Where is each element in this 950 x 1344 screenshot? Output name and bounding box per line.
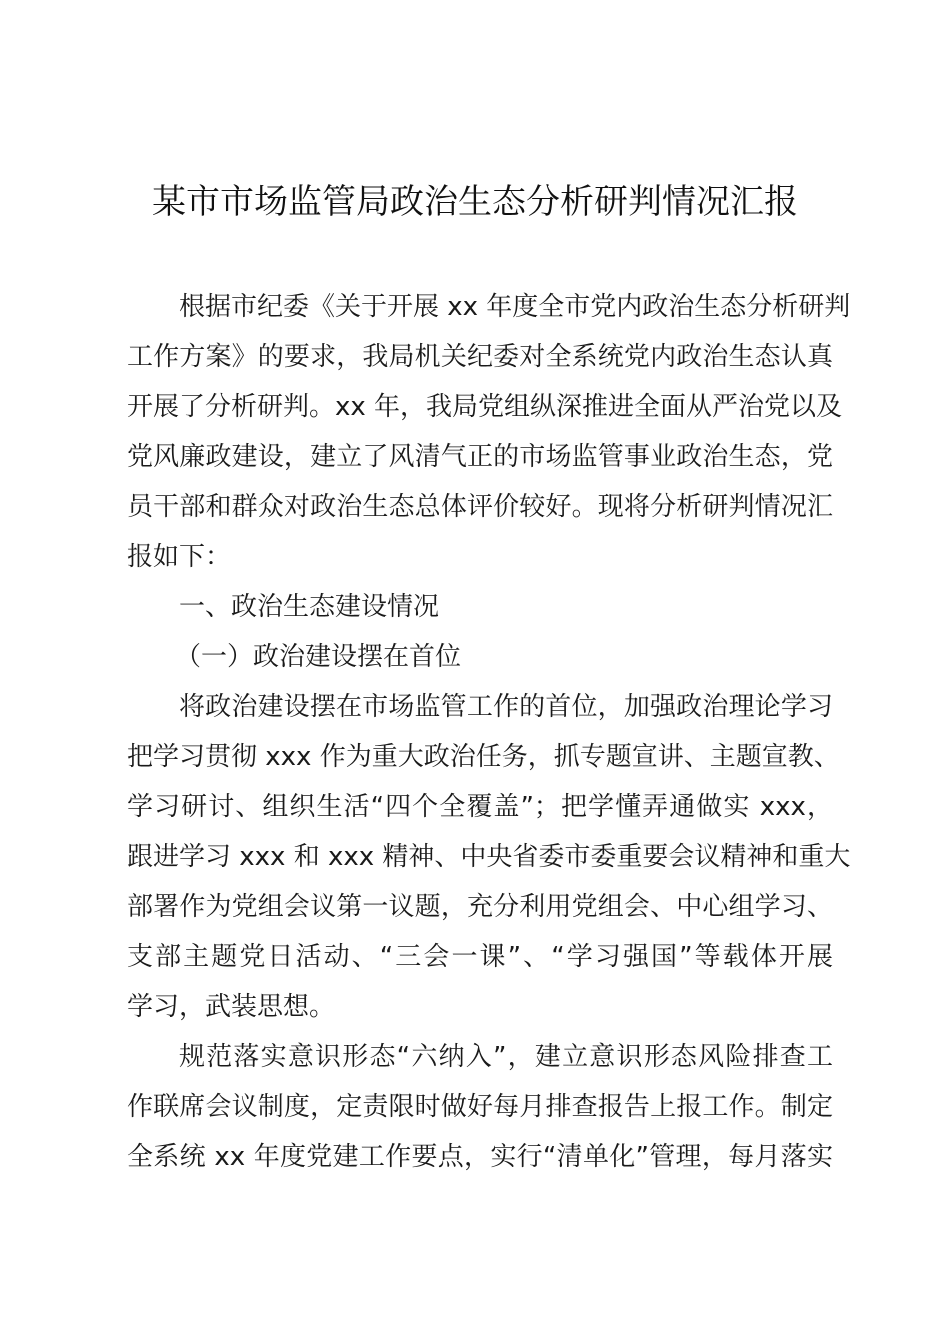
section-heading: 一、政治生态建设情况: [179, 592, 440, 622]
document-title: 某市市场监管局政治生态分析研判情况汇报: [152, 182, 798, 222]
paragraph-line: 工作方案》的要求，我局机关纪委对全系统党内政治生态认真: [127, 342, 833, 372]
paragraph-line: 将政治建设摆在市场监管工作的首位，加强政治理论学习: [179, 692, 833, 722]
paragraph-line: 根据市纪委《关于开展 xx 年度全市党内政治生态分析研判: [179, 292, 851, 322]
paragraph-line: 党风廉政建设，建立了风清气正的市场监管事业政治生态，党: [127, 442, 833, 472]
paragraph-line: 跟进学习 xxx 和 xxx 精神、中央省委市委重要会议精神和重大: [127, 842, 851, 872]
paragraph-line: 作联席会议制度，定责限时做好每月排查报告上报工作。制定: [127, 1092, 833, 1122]
document-body: [127, 282, 851, 1182]
paragraph-line: 支部主题党日活动、“三会一课”、“学习强国”等载体开展: [127, 942, 833, 972]
subsection-heading: （一）政治建设摆在首位: [175, 642, 462, 672]
paragraph-line: 员干部和群众对政治生态总体评价较好。现将分析研判情况汇: [127, 492, 833, 522]
paragraph-line: 学习，武装思想。: [127, 992, 336, 1022]
paragraph-line: 部署作为党组会议第一议题，充分利用党组会、中心组学习、: [127, 892, 833, 922]
paragraph-line: 规范落实意识形态“六纳入”，建立意识形态风险排查工: [179, 1042, 833, 1072]
paragraph-line: 学习研讨、组织生活“四个全覆盖”；把学懂弄通做实 xxx，: [127, 792, 833, 822]
paragraph-line: 开展了分析研判。xx 年，我局党组纵深推进全面从严治党以及: [127, 392, 843, 422]
paragraph-line: 全系统 xx 年度党建工作要点，实行“清单化”管理，每月落实: [127, 1142, 833, 1172]
paragraph-line: 报如下：: [127, 542, 232, 572]
paragraph-line: 把学习贯彻 xxx 作为重大政治任务，抓专题宣讲、主题宣教、: [127, 742, 840, 772]
